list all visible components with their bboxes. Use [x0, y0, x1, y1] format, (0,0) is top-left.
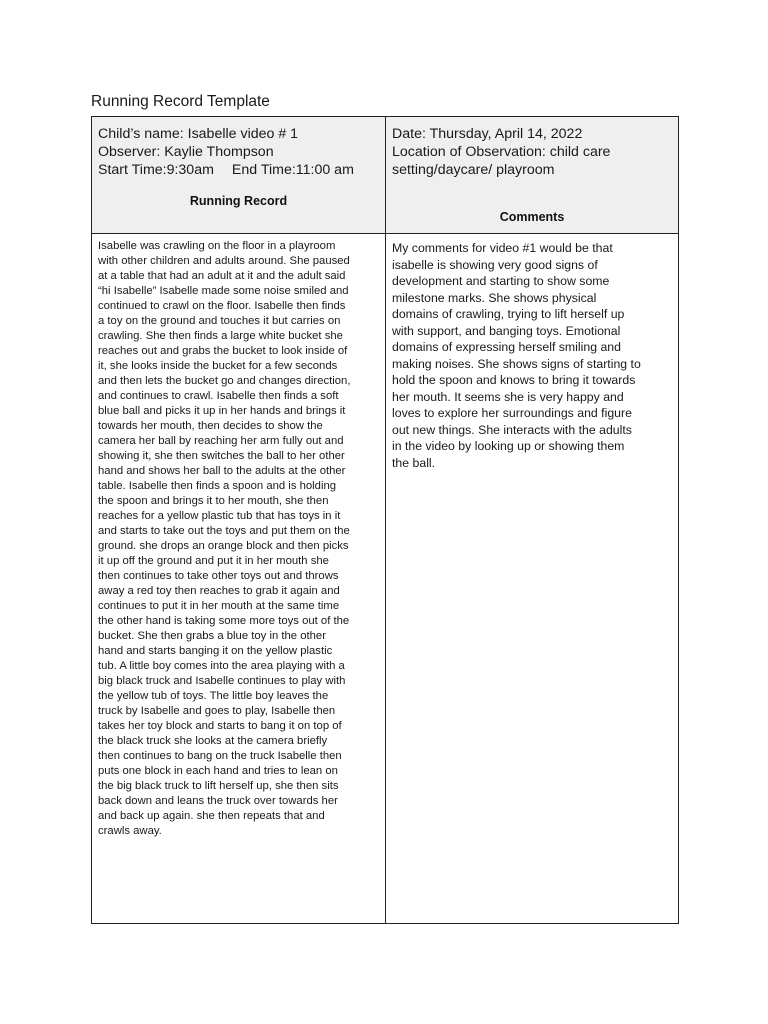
comment-line: hold the spoon and knows to bring it towards: [392, 373, 636, 387]
comment-line: out new things. She interacts with the adults: [392, 422, 632, 437]
running-record-line: ground. she drops an orange block and then picks: [98, 540, 349, 552]
observation-info: [98, 125, 380, 179]
running-record-line: it up off the ground and put it in her mouth she: [98, 555, 329, 567]
page-title: Running Record Template: [91, 93, 270, 110]
start-time: Start Time:9:30am: [98, 162, 214, 178]
running-record-line: at a table that had an adult at it and the adult said: [98, 270, 346, 282]
child-name-line: Child’s name: Isabelle video # 1: [98, 126, 299, 142]
running-record-line: the spoon and brings it to her mouth, she then: [98, 495, 329, 507]
running-record-line: reaches out and grabs the bucket to look inside of: [98, 345, 348, 357]
running-record-line: the black truck she looks at the camera briefly: [98, 735, 328, 747]
running-record-line: and then lets the bucket go and changes direction,: [98, 375, 351, 387]
running-record-body: [98, 239, 381, 839]
comments-heading: Comments: [499, 210, 565, 224]
running-record-line: reaches for a yellow plastic tub that has toys in it: [98, 510, 341, 522]
comment-line: isabelle is showing very good signs of: [392, 257, 598, 272]
observer-line: Observer: Kaylie Thompson: [98, 144, 274, 160]
running-record-line: blue ball and picks it up in her hands and brings it: [98, 405, 346, 417]
comment-line: making noises. She shows signs of starting to: [392, 356, 641, 371]
running-record-line: towards her mouth, then decides to show the: [98, 420, 323, 432]
comment-line: development and starting to show some: [392, 274, 610, 288]
running-record-line: big black truck and Isabelle continues to play with: [98, 675, 346, 687]
running-record-line: then continues to bang on the truck Isabelle then: [98, 750, 342, 762]
comment-line: in the video by looking up or showing them: [392, 439, 625, 453]
comment-line: domains of crawling, trying to lift herself up: [392, 307, 625, 321]
running-record-line: a toy on the ground and touches it but carries on: [98, 315, 341, 327]
running-record-heading: Running Record: [189, 194, 288, 208]
running-record-line: takes her toy block and starts to bang it on top of: [98, 720, 342, 732]
running-record-line: it, she looks inside the bucket for a few seconds: [98, 360, 338, 372]
time-line: [98, 161, 380, 179]
running-record-line: the big black truck to lift herself up, she then sits: [98, 780, 339, 792]
running-record-line: and continues to crawl. Isabelle then finds a soft: [98, 390, 339, 402]
comment-line: her mouth. It seems she is very happy and: [392, 389, 624, 404]
running-record-line: continues to put it in her mouth at the same time: [98, 600, 340, 612]
running-record-line: away a red toy then reaches to grab it again and: [98, 585, 340, 597]
running-record-line: the other hand is taking some more toys out of the: [98, 615, 350, 627]
running-record-line: truck by Isabelle and goes to play, Isabelle then: [98, 705, 336, 717]
location-line: setting/daycare/ playroom: [392, 162, 555, 178]
running-record-line: “hi Isabelle” Isabelle made some noise smiled and: [98, 285, 349, 297]
running-record-line: showing it, she then switches the ball to her other: [98, 450, 345, 462]
running-record-line: puts one block in each hand and tries to lean on: [98, 765, 338, 777]
comment-line: My comments for video #1 would be that: [392, 241, 613, 255]
date-location-info: [392, 125, 674, 179]
location-line: Location of Observation: child care: [392, 144, 611, 160]
running-record-line: the yellow tub of toys. The little boy leaves the: [98, 690, 329, 702]
column-divider: [385, 117, 386, 923]
running-record-line: then continues to take other toys out and throws: [98, 570, 339, 582]
running-record-line: back down and leans the truck over towards her: [98, 795, 338, 807]
running-record-line: bucket. She then grabs a blue toy in the other: [98, 630, 326, 642]
running-record-line: camera her ball by reaching her arm fully out and: [98, 435, 344, 447]
comment-line: with support, and banging toys. Emotional: [392, 323, 621, 338]
running-record-line: with other children and adults around. She paused: [98, 255, 350, 267]
running-record-line: and starts to take out the toys and put them on the: [98, 525, 350, 537]
date-line: Date: Thursday, April 14, 2022: [392, 126, 583, 142]
comment-line: loves to explore her surroundings and figure: [392, 406, 632, 420]
running-record-line: crawling. She then finds a large white bucket she: [98, 330, 343, 342]
comments-body: [392, 240, 675, 471]
running-record-line: tub. A little boy comes into the area playing with a: [98, 660, 345, 672]
comment-line: domains of expressing herself smiling and: [392, 340, 621, 354]
running-record-line: table. Isabelle then finds a spoon and is holding: [98, 480, 337, 492]
end-time: End Time:11:00 am: [231, 162, 354, 178]
running-record-line: Isabelle was crawling on the floor in a playroom: [98, 240, 336, 252]
running-record-line: continued to crawl on the floor. Isabelle then finds: [98, 300, 346, 312]
comment-line: the ball.: [392, 455, 436, 470]
running-record-line: crawls away.: [98, 825, 162, 837]
comment-line: milestone marks. She shows physical: [392, 290, 597, 305]
running-record-table: [91, 116, 679, 924]
running-record-line: and back up again. she then repeats that and: [98, 810, 325, 822]
running-record-line: hand and shows her ball to the adults at the other: [98, 465, 346, 477]
running-record-line: hand and starts banging it on the yellow plastic: [98, 645, 333, 657]
